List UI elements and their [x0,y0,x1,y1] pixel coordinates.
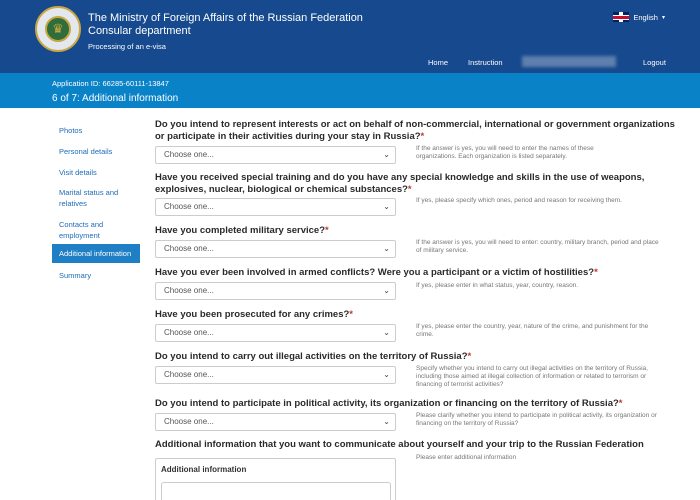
additional-information-input[interactable] [161,482,391,500]
question-3-select[interactable]: Choose one... ⌄ [155,240,396,258]
required-marker: * [618,398,623,409]
sidebar-item-visit-details[interactable]: Visit details [59,168,97,177]
question-4-select[interactable]: Choose one... ⌄ [155,282,396,300]
required-marker: * [325,225,329,236]
site-title-line2: Consular department [88,25,191,37]
chevron-down-icon: ⌄ [383,328,390,337]
question-3-hint: If the answer is yes, you will need to enter: country, military branch, period and place of military service. [416,239,659,254]
chevron-down-icon: ⌄ [383,244,390,253]
uk-flag-icon [613,12,629,22]
question-6-label: Do you intend to carry out illegal activities on the territory of Russia?* [155,351,472,362]
site-subtitle: Processing of an e-visa [88,42,166,51]
required-marker: * [594,267,598,278]
ministry-emblem-icon: ♛ [35,6,81,52]
language-label: English [633,12,658,22]
caret-down-icon: ▾ [661,14,665,21]
question-7-hint: Please clarify whether you intend to participate in political activity, its organization or financing on the territory of Russia? [416,412,657,427]
site-title-line1: The Ministry of Foreign Affairs of the Russian Federation [88,12,363,24]
question-2-hint: If yes, please specify which ones, period and reason for receiving them. [416,197,622,204]
additional-information-heading: Additional information that you want to communicate about yourself and your trip to the Russian Federation [155,439,644,450]
question-5-select[interactable]: Choose one... ⌄ [155,324,396,342]
question-4-label: Have you ever been involved in armed conflicts? Were you a participant or a victim of hostilities?* [155,267,598,278]
sidebar-item-photos[interactable]: Photos [59,126,83,135]
chevron-down-icon: ⌄ [383,202,390,211]
nav-instruction-link[interactable]: Instruction [468,58,503,67]
required-marker: * [467,351,472,362]
sidebar-item-marital-status[interactable]: Marital status and relatives [59,188,119,208]
question-6-select[interactable]: Choose one... ⌄ [155,366,396,384]
additional-information-hint: Please enter additional information [416,454,517,461]
question-1-hint: If the answer is yes, you will need to enter the names of these organizations. Each organization is listed separately. [416,145,594,160]
nav-logout-link[interactable]: Logout [643,58,666,67]
chevron-down-icon: ⌄ [383,417,390,426]
question-5-hint: If yes, please enter the country, year, nature of the crime, and punishment for the crime. [416,323,649,338]
required-marker: * [349,309,353,320]
sidebar-item-contacts-employment[interactable]: Contacts and employment [59,220,104,240]
language-selector[interactable] [613,12,665,22]
chevron-down-icon: ⌄ [383,150,390,159]
question-7-label: Do you intend to participate in political activity, its organization or financing on the territory of Russia?* [155,398,623,409]
question-4-hint: If yes, please enter in what status, year, country, reason. [416,282,579,289]
site-title [88,12,363,38]
chevron-down-icon: ⌄ [383,370,390,379]
site-header [0,0,700,73]
question-1-label: Do you intend to represent interests or act on behalf of non-commercial, international or government organizations or participate in their activities during your stay in Russia?* [155,119,675,142]
additional-information-panel [155,458,396,500]
question-5-label: Have you been prosecuted for any crimes?* [155,309,353,320]
question-1-select[interactable]: Choose one... ⌄ [155,146,396,164]
question-6-hint: Specify whether you intend to carry out illegal activities on the territory of Russia, including those aimed at illegal collection of information or related to terrorism or financing of terrorist activities? [416,365,648,388]
step-title: 6 of 7: Additional information [52,93,179,104]
question-2-label: Have you received special training and do you have any special knowledge and skills in the use of weapons, explosives, nuclear, biological or chemical substances?* [155,172,645,195]
question-3-label: Have you completed military service?* [155,225,329,236]
question-2-select[interactable]: Choose one... ⌄ [155,198,396,216]
nav-home-link[interactable]: Home [428,58,449,67]
sidebar-item-additional-information[interactable]: Additional information [52,244,140,263]
chevron-down-icon: ⌄ [383,286,390,295]
user-account-blurred[interactable] [522,56,616,67]
sidebar-item-personal-details[interactable]: Personal details [59,147,113,156]
question-7-select[interactable]: Choose one... ⌄ [155,413,396,431]
additional-information-label: Additional information [161,465,247,474]
sidebar-item-summary[interactable]: Summary [59,271,92,280]
required-marker: * [407,183,412,195]
required-marker: * [420,130,425,142]
application-id: Application ID: 66285-60111-13847 [52,79,169,88]
